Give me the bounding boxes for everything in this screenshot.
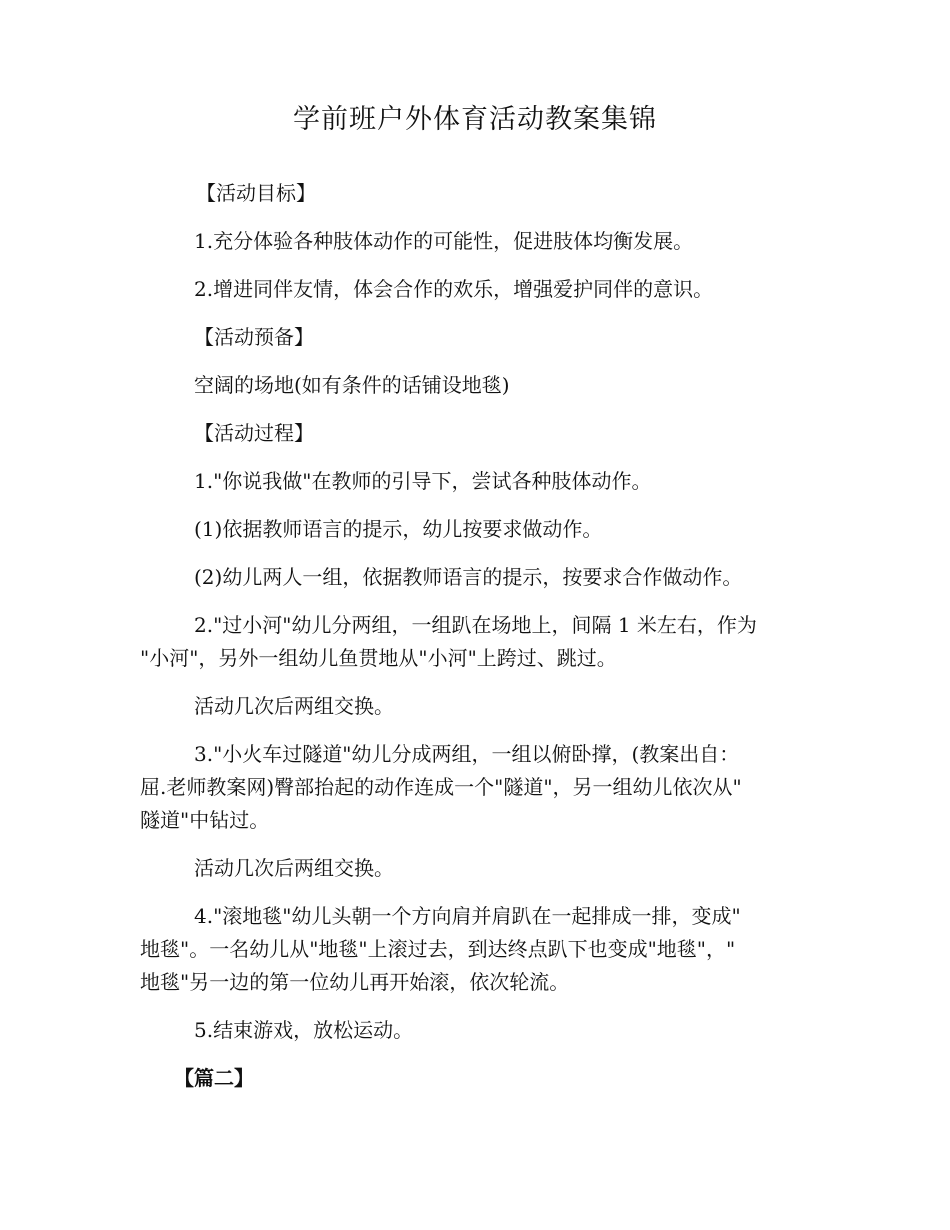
process-step-1: 1."你说我做"在教师的引导下，尝试各种肢体动作。 <box>194 469 652 493</box>
goal-heading: 【活动目标】 <box>196 181 316 205</box>
goal-item-2: 2.增进同伴友情，体会合作的欢乐，增强爱护同伴的意识。 <box>194 277 714 301</box>
process-step-3-line-3: 隧道"中钻过。 <box>140 808 270 832</box>
prep-heading: 【活动预备】 <box>194 325 314 349</box>
process-step-3-swap: 活动几次后两组交换。 <box>194 856 394 880</box>
goal-item-1: 1.充分体验各种肢体动作的可能性，促进肢体均衡发展。 <box>194 229 694 253</box>
process-heading: 【活动过程】 <box>194 421 314 445</box>
prep-text: 空阔的场地(如有条件的话铺设地毯) <box>194 373 510 397</box>
part-two-heading: 【篇二】 <box>174 1066 254 1090</box>
process-step-1b: (2)幼儿两人一组，依据教师语言的提示，按要求合作做动作。 <box>194 565 743 589</box>
process-step-3-line-2: 屈.老师教案网)臀部抬起的动作连成一个"隧道"，另一组幼儿依次从" <box>140 775 742 799</box>
process-step-2-line-1: 2."过小河"幼儿分两组，一组趴在场地上，间隔 1 米左右，作为 <box>194 613 757 637</box>
process-step-2-line-2: "小河"，另外一组幼儿鱼贯地从"小河"上跨过、跳过。 <box>140 646 617 670</box>
process-step-4-line-2: 地毯"。一名幼儿从"地毯"上滚过去，到达终点趴下也变成"地毯"，" <box>140 937 736 961</box>
process-step-5: 5.结束游戏，放松运动。 <box>194 1018 414 1042</box>
process-step-3-line-1: 3."小火车过隧道"幼儿分成两组，一组以俯卧撑，(教案出自： <box>194 742 740 766</box>
process-step-4-line-1: 4."滚地毯"幼儿头朝一个方向肩并肩趴在一起排成一排，变成" <box>194 904 741 928</box>
process-step-4-line-3: 地毯"另一边的第一位幼儿再开始滚，依次轮流。 <box>140 970 570 994</box>
process-step-2-swap: 活动几次后两组交换。 <box>194 694 394 718</box>
process-step-1a: (1)依据教师语言的提示，幼儿按要求做动作。 <box>194 517 603 541</box>
document-title: 学前班户外体育活动教案集锦 <box>293 104 657 135</box>
